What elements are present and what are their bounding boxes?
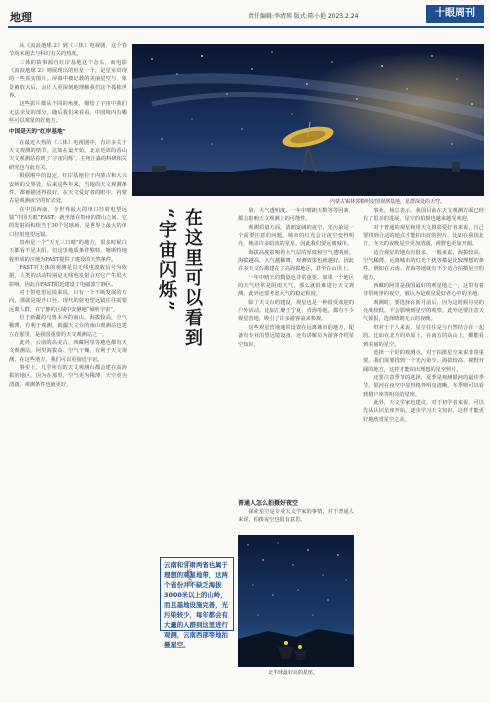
observatory-photo — [132, 44, 484, 196]
article-column-2 — [238, 207, 354, 472]
paragraph: 位于新疆的乌鲁木齐的南山，海拔较高，空气稀薄，有利于观测。新疆天文台的南山观测站也建立在那里，是我国重要的天文观测站之一。 — [9, 315, 127, 338]
section-heading: 普通人怎么拍摄好夜空 — [238, 500, 299, 507]
article-column-1 — [9, 42, 127, 692]
title-line-1: 在这里可以看到 — [182, 208, 203, 348]
paragraph: 事业，杨总表示，我国目前在天文观测方面已经有了很多的进展，星空的拍摄也越来越受欢迎。 — [363, 208, 484, 223]
paragraph: 除了天文台的建设，观星也是一种很受欢迎的户外活动。比如汇聚于宁夏、青海等地，都有不少观星营地，吸引了许多游客前来参观。 — [238, 299, 354, 323]
page-header — [0, 0, 490, 34]
paragraph: 这些观星营地通常设置在远离城市的地方，配备有专业的望远镜设备，还有讲解员为游客介绍星空知识。 — [238, 324, 354, 348]
paragraph: 观测时，要选择在新月前后，因为这时候月亮的亮度较低，不会影响到星空的观察。此外还要注意天气预报，选择晴朗无云的夜晚。 — [363, 299, 484, 323]
paragraph: 染、大气透明度。一年中晴朗天数等等因素，都会影响天文观测上的可能性。 — [238, 208, 354, 223]
paragraph: 还要注意季节的选择，夏季是观测银河的最佳季节，银河在夜空中显得格外明亮清晰。冬季则可以看到猎户座等明亮的星座。 — [363, 374, 484, 398]
paragraph: 观测质量方面，清朗宽阔的夜空，光污染是一个需要注意的问题。城市的灯光会让夜空变得明亮，掩盖许多暗淡的星星。因此我们要远离城市。 — [238, 224, 354, 248]
article-column-2b — [238, 508, 354, 534]
paragraph: 选择一个好的观测点，对于拍摄星空来说非常重要。我们需要找到一个光污染少、海拔较高、视野开阔的地方，这样才能拍出理想的星空照片。 — [363, 349, 484, 373]
paragraph: 三体的故事源自红岸基地这个念头，而电影《流浪地球 2》则展现出的恒星一个，是星室出现的一些真实图片。屏幕中被记载的美丽星空与，象景被放大后，会让人更深刻地理解我们这个孤独世界。 — [9, 59, 127, 100]
editor-credits: 责任编辑:李清瑛 版式:陈小艳 2023.2.24 — [248, 13, 359, 20]
paragraph: 根据刚中的设定，红岸基地位于内蒙古和大兴安岭的交界处，后来这些年来，当地的天文观测条件，都被描述得很好。在天文爱好者的眼中，内蒙古是观测夜空的好去处。 — [9, 173, 127, 205]
byline: □ 杨文杰 — [185, 560, 192, 587]
night-sky-illustration — [238, 535, 354, 667]
article-column-3 — [363, 207, 484, 693]
observatory-photo-illustration — [132, 44, 484, 196]
paragraph: FAST对天体的观测是以无线电波收信号为依据，人类的活动特别是无线电发射会对它产生很大影响。因此在FAST附近建设了电磁波宁静区。 — [9, 264, 127, 288]
paragraph: 在最近大热的《三体》电视剧中，有许多关于天文观测的情节。比如在最开始，北京近郊的香山天文观测站看到了‘宇宙闪烁’。主角汪淼的科研相关研究也与此有关。 — [9, 139, 127, 171]
pullquote: 云南和甘肃两省也属于理想的观星地带，这两个省份并不缺乏海拔3000米以上的山岭，而且基地设施完善，光污染较少，每年都会有大量的人群到这里进行观测，云南西部等地拍摄星空。 — [164, 561, 228, 649]
paragraph: 对于射电望远镜来说，只有一个不断发展的方向，那就是提升口径。现代的射电望远镜往往需要远离人群，在宁静的区域中安静地“倾听宇宙”。 — [9, 289, 127, 313]
paragraph: 事实上，几乎所有的天文观测台都会建在高海拔的地区。因为在那里，空气更为稀薄，天空更为清澈，观测条件也就更好。 — [9, 365, 127, 388]
paragraph: 贵州是一个“天无三日晴”的地方，很多时候白天都看不见太阳。但这里地质条件独特，喀斯特地貌形成的洼地为FAST提供了建设的天然条件。 — [9, 239, 127, 263]
publication-logo: 十眼周刊 — [426, 5, 484, 23]
paragraph: 在中国西南，全世界最大的单口径射电望远镜“中国天眼”FAST，就坐落在贵州的群山之间。它的发射面积相当于30个足球场，是世界上最大的单口径射电望远镜。 — [9, 206, 127, 238]
section-heading: 中国是天的“红岸基地” — [9, 129, 66, 136]
paragraph: 海拔高度影响着大气层的厚度和空气透明度。海拔越高，大气越稀薄，观测效果也就越好。因此许多天文台都建在了高海拔地区，甚至在山顶上。 — [238, 249, 354, 273]
paragraph: 但对于个人来说，星空往往是与自然结合在一起的。比如在北方的草原上，在南方的高山上，都能看到美丽的星空。 — [363, 324, 484, 348]
title-line-2: “宇宙闪烁” — [156, 208, 177, 313]
paragraph: 探索星空是专业天文学家的事情，对于普通人来说，拍摄夜空也很有意思。 — [238, 509, 354, 524]
paragraph: 对于普通的观星和用天文摄影爱好者来说，自己要找到合适的地点才能拍出好的照片。比如在我国北方，冬天的夜晚星空更加清澈，视野也更加开阔。 — [363, 224, 484, 248]
top-photo-caption: 内蒙古锡林郭勒明安图观测基地，星群深处的天穹。 — [330, 199, 446, 205]
paragraph: 一年中晴天的数量也非常重要。如果一个地区的天气经常是阴雨天气，那么就很难进行天文观测。此外还要考虑大气的稳定程度。 — [238, 274, 354, 298]
paragraph: 适合观星的地点有很多，一般来说，海拔较高、空气稀薄、远离城市的灯光干扰等都是比较理想的条件。例如在云南、青海等地就有不少适合拍摄星空的地方。 — [363, 249, 484, 281]
section-label: 地理 — [10, 11, 32, 24]
article-title — [156, 208, 205, 538]
header-rule — [8, 26, 484, 28]
bottom-photo-caption: 北半球最好认的星座。 — [268, 670, 319, 676]
paragraph: 西藏的阿里是我国最好的观星地之一，这里有着非常纯净的夜空，被认为是观星爱好者心中的圣地。 — [363, 283, 484, 298]
paragraph: 此外，天文学家也建议，对于初学者来说，可以先从认识星座开始，逐步学习天文知识，这样才能更好地欣赏星空之美。 — [363, 399, 484, 423]
paragraph: 从《流浪地球 2》到《三体》电视剧，这个春节尚未褪去与科幻有关的热度。 — [9, 43, 127, 58]
paragraph: 这些影片都从不同的角度，描绘了宇宙中我们无法企及的部分。随后我们来看看，中国境内有哪些可以观星的好地方。 — [9, 101, 127, 125]
paragraph: 此外，云南的高美古、西藏阿里等地也都有天文观测站。阿里海拔高、空气干燥，有利于天文观测。在这些地方，我们可以更接近宇宙。 — [9, 340, 127, 363]
night-sky-photo — [238, 535, 354, 667]
